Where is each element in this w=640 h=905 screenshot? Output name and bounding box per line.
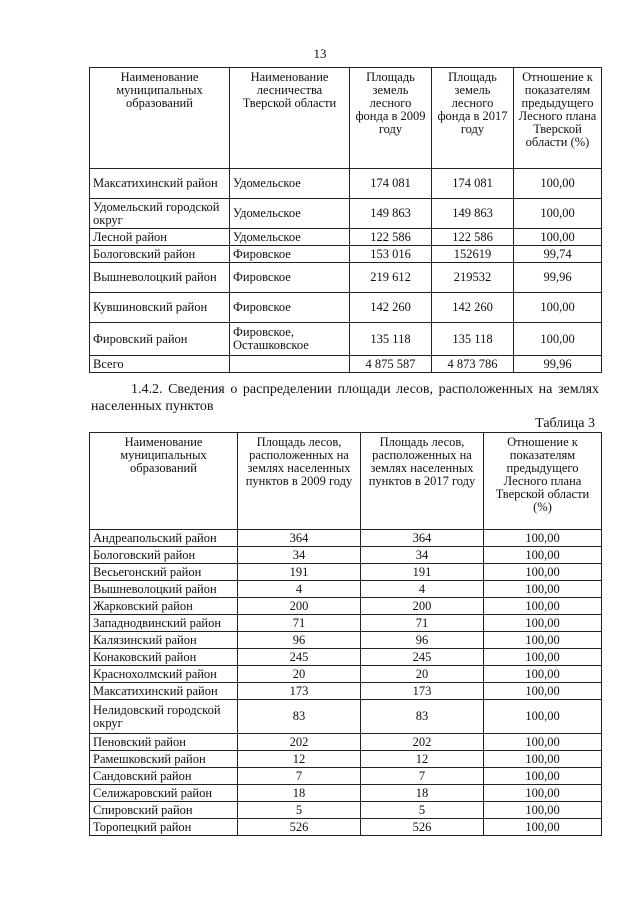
header-area-2017: Площадь лесов, расположенных на землях населенных пунктов в 2017 году (361, 433, 484, 530)
municipality-cell: Сандовский район (90, 768, 238, 785)
area-2017-cell: 20 (361, 666, 484, 683)
table-row (90, 564, 602, 581)
municipality-cell: Краснохолмский район (90, 666, 238, 683)
area-2017-cell: 71 (361, 615, 484, 632)
area-2009-cell: 200 (238, 598, 361, 615)
ratio-cell: 100,00 (484, 683, 602, 700)
ratio-cell: 100,00 (484, 547, 602, 564)
area-2017-cell: 202 (361, 734, 484, 751)
municipality-cell: Торопецкий район (90, 819, 238, 836)
forest-fund-table (89, 67, 602, 373)
municipality-cell: Жарковский район (90, 598, 238, 615)
header-area-2009: Площадь земель лесного фонда в 2009 году (350, 68, 432, 169)
header-municipality: Наименование муниципальных образований (90, 68, 230, 169)
total-label-cell: Всего (90, 356, 230, 373)
header-area-2009: Площадь лесов, расположенных на землях населенных пунктов в 2009 году (238, 433, 361, 530)
table-row (90, 263, 602, 293)
municipality-cell: Максатихинский район (90, 169, 230, 199)
ratio-cell: 100,00 (484, 785, 602, 802)
forestry-cell (230, 356, 350, 373)
ratio-cell: 100,00 (514, 229, 602, 246)
ratio-cell: 100,00 (484, 649, 602, 666)
table-row (90, 246, 602, 263)
table-row (90, 683, 602, 700)
municipality-cell: Удомельский городской округ (90, 199, 230, 229)
table-row (90, 547, 602, 564)
ratio-cell: 100,00 (484, 615, 602, 632)
area-2009-cell: 135 118 (350, 323, 432, 356)
area-2009-cell: 12 (238, 751, 361, 768)
municipality-cell: Западнодвинский район (90, 615, 238, 632)
municipality-cell: Кувшиновский район (90, 293, 230, 323)
section-number: 1.4.2. (131, 382, 163, 397)
area-2017-cell: 152619 (432, 246, 514, 263)
municipality-cell: Калязинский район (90, 632, 238, 649)
forestry-cell: Фировское, Осташковское (230, 323, 350, 356)
ratio-cell: 100,00 (484, 581, 602, 598)
ratio-cell: 100,00 (484, 530, 602, 547)
table-row (90, 785, 602, 802)
area-2017-cell: 142 260 (432, 293, 514, 323)
municipality-cell: Бологовский район (90, 246, 230, 263)
area-2009-cell: 364 (238, 530, 361, 547)
municipality-cell: Бологовский район (90, 547, 238, 564)
area-2009-cell: 219 612 (350, 263, 432, 293)
forestry-cell: Фировское (230, 263, 350, 293)
table-row (90, 323, 602, 356)
area-2017-cell: 83 (361, 700, 484, 734)
header-ratio: Отношение к показателям предыдущего Лесного плана Тверской области (%) (514, 68, 602, 169)
area-2009-cell: 191 (238, 564, 361, 581)
municipality-cell: Спировский район (90, 802, 238, 819)
ratio-cell: 100,00 (484, 598, 602, 615)
municipality-cell: Весьегонский район (90, 564, 238, 581)
header-municipality: Наименование муниципальных образований (90, 433, 238, 530)
area-2009-cell: 153 016 (350, 246, 432, 263)
ratio-cell: 100,00 (484, 751, 602, 768)
area-2009-cell: 18 (238, 785, 361, 802)
area-2017-cell: 4 (361, 581, 484, 598)
municipality-cell: Вышневолоцкий район (90, 263, 230, 293)
municipality-cell: Лесной район (90, 229, 230, 246)
ratio-cell: 100,00 (514, 293, 602, 323)
area-2009-cell: 526 (238, 819, 361, 836)
ratio-cell: 100,00 (484, 564, 602, 581)
table-row (90, 581, 602, 598)
ratio-cell: 100,00 (484, 819, 602, 836)
forestry-cell: Фировское (230, 246, 350, 263)
area-2017-cell: 34 (361, 547, 484, 564)
table-row (90, 169, 602, 199)
table-row (90, 632, 602, 649)
area-2009-cell: 174 081 (350, 169, 432, 199)
area-2017-cell: 174 081 (432, 169, 514, 199)
table-row (90, 293, 602, 323)
area-2017-cell: 5 (361, 802, 484, 819)
table-row (90, 700, 602, 734)
table-row (90, 666, 602, 683)
forestry-cell: Фировское (230, 293, 350, 323)
ratio-cell: 100,00 (484, 734, 602, 751)
ratio-cell: 100,00 (514, 323, 602, 356)
municipality-cell: Андреапольский район (90, 530, 238, 547)
area-2017-cell: 122 586 (432, 229, 514, 246)
table-row (90, 768, 602, 785)
municipality-cell: Конаковский район (90, 649, 238, 666)
table-row (90, 598, 602, 615)
municipality-cell: Рамешковский район (90, 751, 238, 768)
area-2009-cell: 202 (238, 734, 361, 751)
ratio-cell: 100,00 (514, 199, 602, 229)
total-row (90, 356, 602, 373)
area-2009-cell: 96 (238, 632, 361, 649)
table-row (90, 649, 602, 666)
area-2009-cell: 4 (238, 581, 361, 598)
area-2017-cell: 7 (361, 768, 484, 785)
ratio-cell: 99,74 (514, 246, 602, 263)
header-area-2017: Площадь земель лесного фонда в 2017 году (432, 68, 514, 169)
area-2009-cell: 245 (238, 649, 361, 666)
area-2017-cell: 219532 (432, 263, 514, 293)
area-2009-cell: 83 (238, 700, 361, 734)
forestry-cell: Удомельское (230, 169, 350, 199)
area-2017-cell: 191 (361, 564, 484, 581)
area-2017-cell: 4 873 786 (432, 356, 514, 373)
ratio-cell: 99,96 (514, 356, 602, 373)
municipality-cell: Пеновский район (90, 734, 238, 751)
ratio-cell: 100,00 (484, 632, 602, 649)
municipality-cell: Фировский район (90, 323, 230, 356)
area-2009-cell: 71 (238, 615, 361, 632)
area-2017-cell: 526 (361, 819, 484, 836)
municipality-cell: Селижаровский район (90, 785, 238, 802)
settlement-forests-table (89, 432, 602, 836)
municipality-cell: Вышневолоцкий район (90, 581, 238, 598)
table-caption: Таблица 3 (535, 416, 595, 431)
area-2017-cell: 245 (361, 649, 484, 666)
area-2009-cell: 142 260 (350, 293, 432, 323)
ratio-cell: 100,00 (484, 666, 602, 683)
forestry-cell: Удомельское (230, 229, 350, 246)
area-2017-cell: 135 118 (432, 323, 514, 356)
area-2009-cell: 34 (238, 547, 361, 564)
ratio-cell: 100,00 (484, 768, 602, 785)
area-2017-cell: 173 (361, 683, 484, 700)
table-row (90, 199, 602, 229)
ratio-cell: 100,00 (484, 802, 602, 819)
area-2009-cell: 173 (238, 683, 361, 700)
municipality-cell: Нелидовский городской округ (90, 700, 238, 734)
section-title: Сведения о распределении площади лесов, расположенных на землях населенных пунктов (91, 382, 600, 414)
area-2009-cell: 5 (238, 802, 361, 819)
ratio-cell: 100,00 (514, 169, 602, 199)
ratio-cell: 99,96 (514, 263, 602, 293)
table-row (90, 802, 602, 819)
table-row (90, 615, 602, 632)
header-forestry: Наименование лесничества Тверской области (230, 68, 350, 169)
table-row (90, 819, 602, 836)
area-2017-cell: 200 (361, 598, 484, 615)
area-2017-cell: 96 (361, 632, 484, 649)
area-2009-cell: 149 863 (350, 199, 432, 229)
area-2009-cell: 20 (238, 666, 361, 683)
ratio-cell: 100,00 (484, 700, 602, 734)
municipality-cell: Максатихинский район (90, 683, 238, 700)
area-2017-cell: 364 (361, 530, 484, 547)
area-2017-cell: 18 (361, 785, 484, 802)
table-row (90, 229, 602, 246)
area-2017-cell: 149 863 (432, 199, 514, 229)
section-heading (91, 381, 599, 415)
header-ratio: Отношение к показателям предыдущего Лесного плана Тверской области (%) (484, 433, 602, 530)
forestry-cell: Удомельское (230, 199, 350, 229)
table-row (90, 530, 602, 547)
area-2009-cell: 122 586 (350, 229, 432, 246)
area-2009-cell: 7 (238, 768, 361, 785)
area-2009-cell: 4 875 587 (350, 356, 432, 373)
table-row (90, 751, 602, 768)
area-2017-cell: 12 (361, 751, 484, 768)
page-number: 13 (313, 46, 327, 61)
table-row (90, 734, 602, 751)
